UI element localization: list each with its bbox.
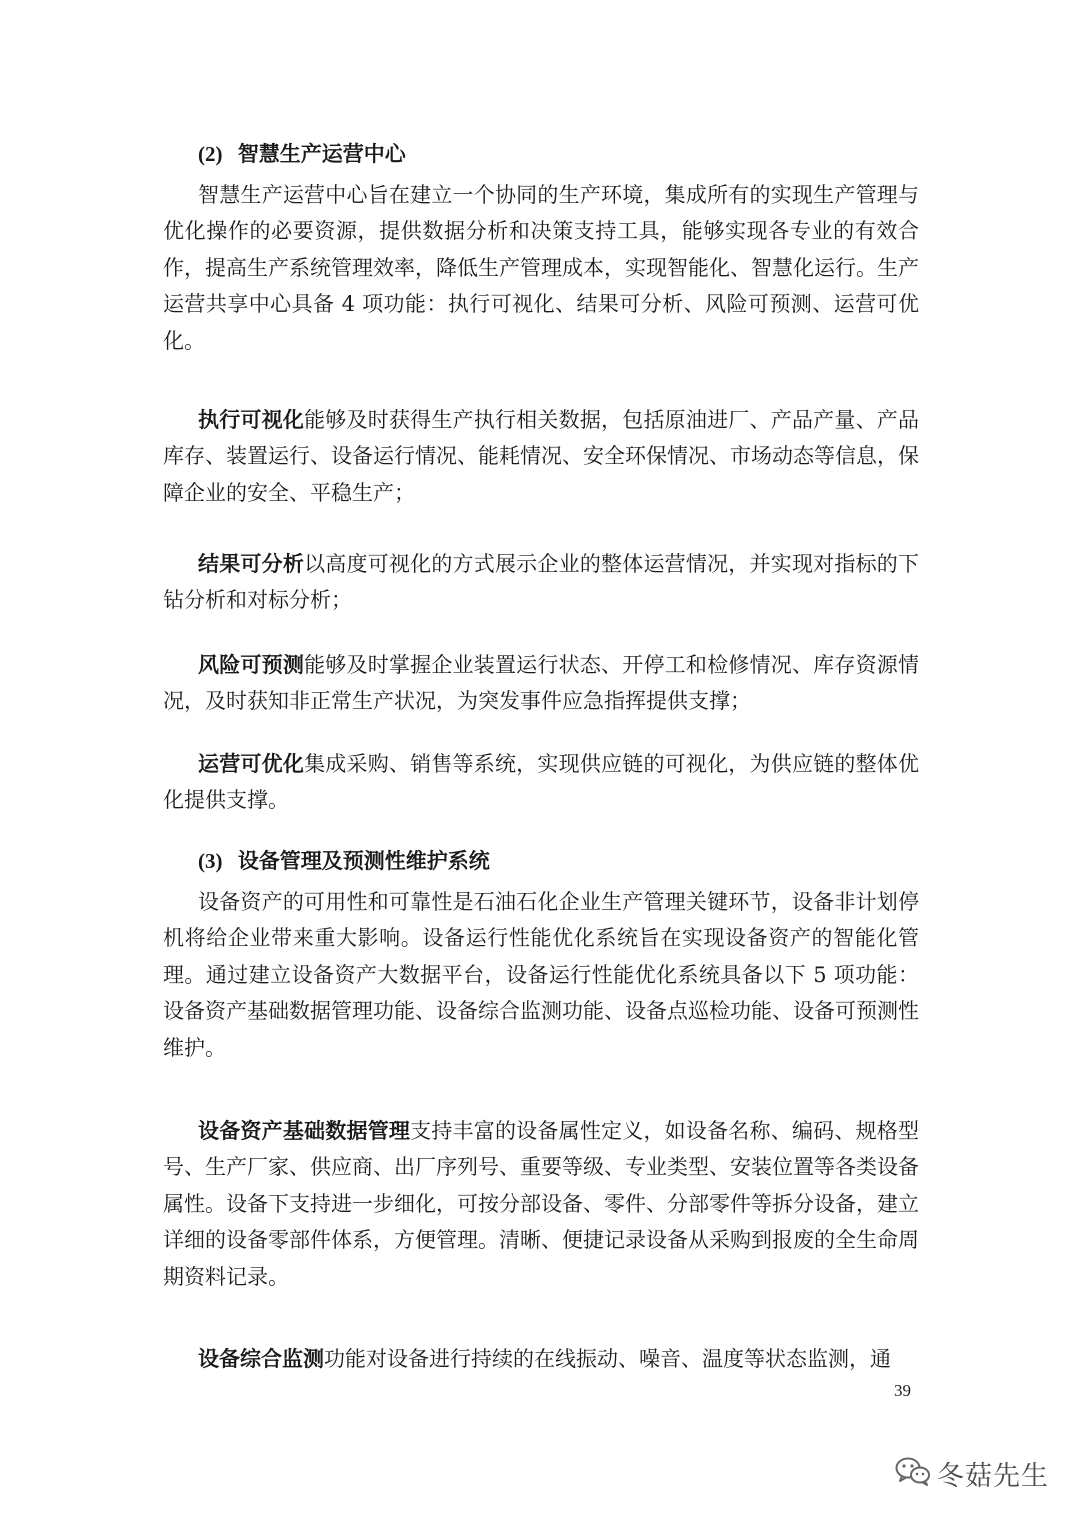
term-description: 能够及时获得生产执行相关数据，包括原油进厂、产品产量、产品库存、装置运行、设备运行情况、能耗情况、安全环保情况、市场动态等信息，保障企业的安全、平稳生产； xyxy=(163,408,919,505)
paragraph-operation-optimization xyxy=(163,746,919,819)
watermark-text: 冬菇先生 xyxy=(937,1460,1049,1492)
page-number: 39 xyxy=(894,1381,911,1400)
term: 设备资产基础数据管理 xyxy=(198,1118,411,1143)
paragraph-asset-data-management xyxy=(163,1113,919,1295)
term: 运营可优化 xyxy=(198,751,305,776)
wechat-icon xyxy=(895,1456,931,1490)
paragraph-result-analysis xyxy=(163,546,919,619)
term-description: 能够及时掌握企业装置运行状态、开停工和检修情况、库存资源情况，及时获知非正常生产状况，为突发事件应急指挥提供支撑； xyxy=(163,653,919,714)
term: 结果可分析 xyxy=(198,551,305,576)
paragraph-risk-prediction xyxy=(163,647,919,720)
section-title: 设备管理及预测性维护系统 xyxy=(237,848,490,873)
section-number: (3) xyxy=(198,849,223,873)
term-description: 以高度可视化的方式展示企业的整体运营情况，并实现对指标的下钻分析和对标分析； xyxy=(163,552,919,613)
term: 风险可预测 xyxy=(198,652,305,677)
term-description: 支持丰富的设备属性定义，如设备名称、编码、规格型号、生产厂家、供应商、出厂序列号、重要等级、专业类型、安装位置等各类设备属性。设备下支持进一步细化，可按分部设备、零件、分部零件等拆分设备，建立详细的设备零部件体系，方便管理。清晰、便捷记录设备从采购到报废的全生命周期资料记录。 xyxy=(163,1119,920,1289)
watermark xyxy=(895,1452,1049,1494)
section-heading-2 xyxy=(198,139,406,169)
section-2-intro: 智慧生产运营中心旨在建立一个协同的生产环境，集成所有的实现生产管理与优化操作的必要资源，提供数据分析和决策支持工具，能够实现各专业的有效合作，提高生产系统管理效率，降低生产管理成本，实现智能化、智慧化运行。生产运营共享中心具备 4 项功能：执行可视化、结果可分析、风险可预测、运营可优化。 xyxy=(163,183,919,353)
section-title: 智慧生产运营中心 xyxy=(237,141,406,166)
section-heading-3 xyxy=(198,846,490,876)
paragraph-comprehensive-monitoring xyxy=(163,1341,919,1377)
term-description: 功能对设备进行持续的在线振动、噪音、温度等状态监测，通 xyxy=(324,1347,891,1371)
term: 执行可视化 xyxy=(198,407,305,432)
term: 设备综合监测 xyxy=(198,1346,324,1371)
section-number: (2) xyxy=(198,142,223,166)
term-description: 集成采购、销售等系统，实现供应链的可视化，为供应链的整体优化提供支撑。 xyxy=(163,752,919,813)
paragraph-execution-visualization xyxy=(163,402,919,511)
section-3-intro: 设备资产的可用性和可靠性是石油石化企业生产管理关键环节，设备非计划停机将给企业带来重大影响。设备运行性能优化系统旨在实现设备资产的智能化管理。通过建立设备资产大数据平台，设备运行性能优化系统具备以下 5 项功能：设备资产基础数据管理功能、设备综合监测功能、设备点巡检功能、设备可预测性维护。 xyxy=(163,890,919,1060)
